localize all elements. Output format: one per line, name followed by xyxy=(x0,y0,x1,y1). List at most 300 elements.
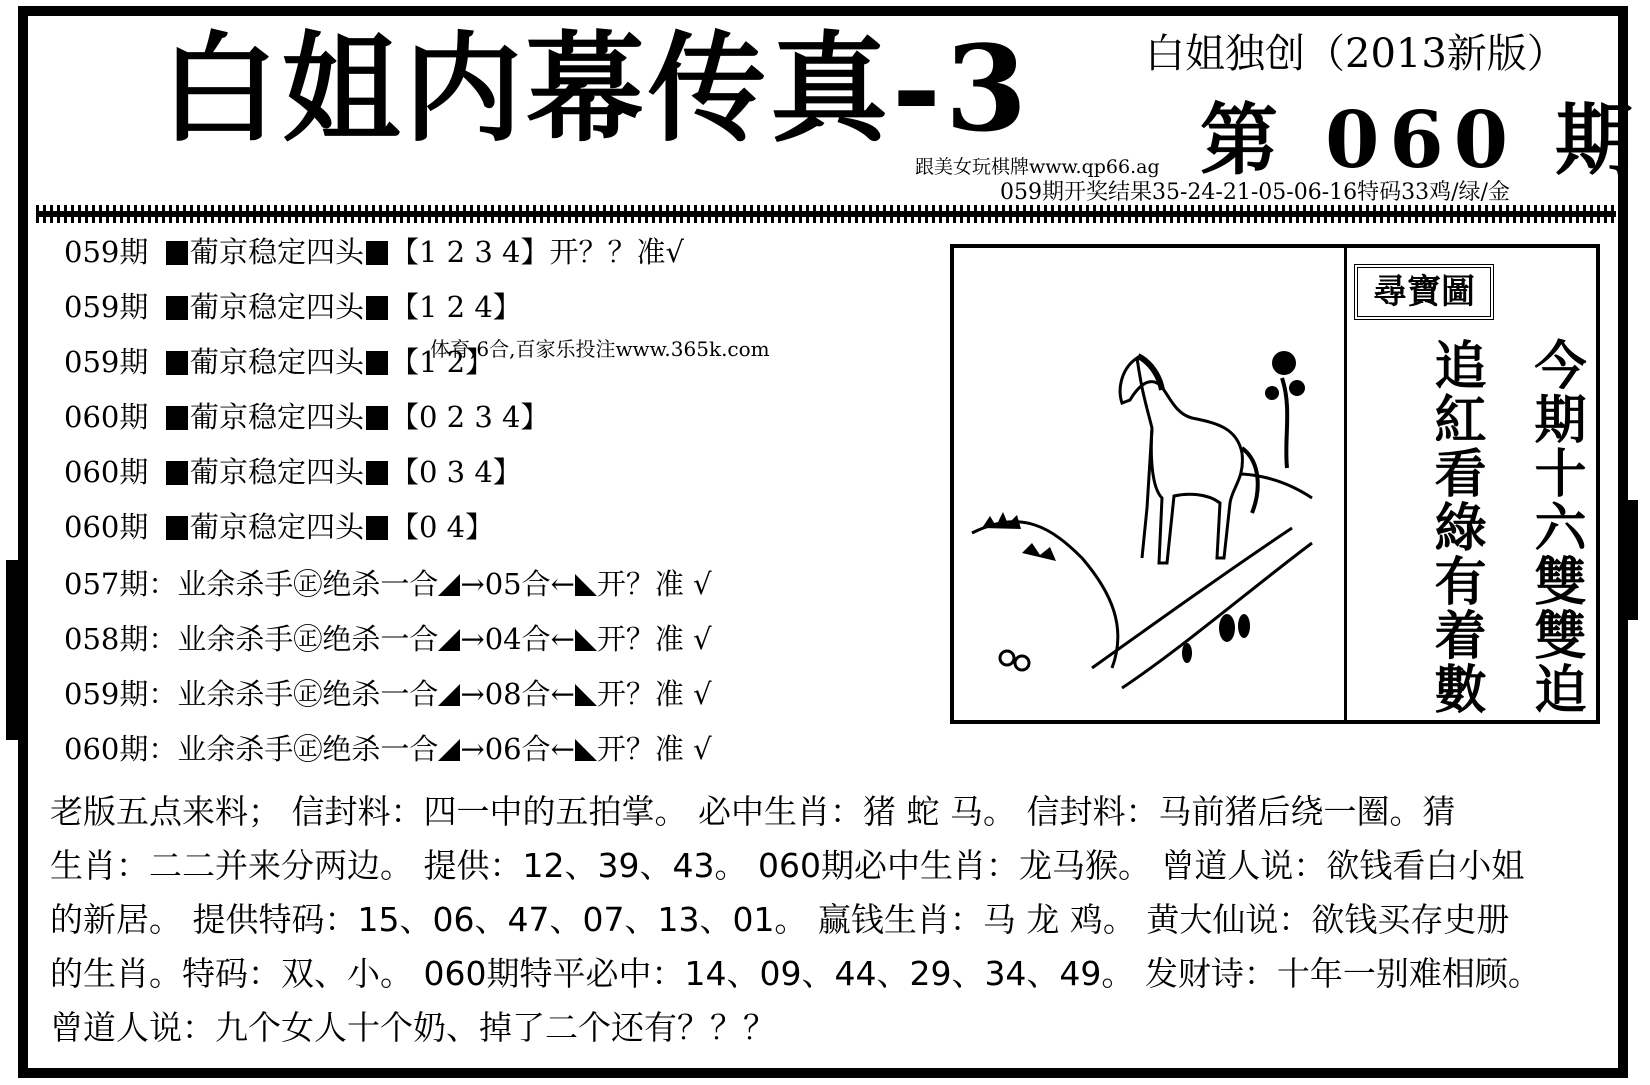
ruler-tick xyxy=(295,205,298,223)
ad-link-top[interactable]: 跟美女玩棋牌www.qp66.ag xyxy=(915,156,1160,178)
black-block-icon xyxy=(366,296,388,320)
ruler-tick xyxy=(428,205,431,223)
triangle-right-icon xyxy=(575,574,597,596)
ruler-tick xyxy=(491,205,494,223)
black-block-icon xyxy=(366,351,388,375)
ruler-tick xyxy=(939,205,942,223)
row-value: 04合 xyxy=(484,622,551,656)
ruler-tick xyxy=(1555,205,1558,223)
ruler-tick xyxy=(932,205,935,223)
ruler-tick xyxy=(925,205,928,223)
arrow-left-icon: ← xyxy=(550,567,575,601)
ruler-tick xyxy=(1100,205,1103,223)
row-numbers: 【0 2 3 4】 xyxy=(390,400,550,434)
ruler-tick xyxy=(1611,205,1614,223)
ruler-tick xyxy=(743,205,746,223)
ruler-tick xyxy=(36,205,39,223)
row-tail: 开？准 √ xyxy=(596,677,712,711)
ruler-tick xyxy=(414,205,417,223)
ruler-tick xyxy=(372,205,375,223)
ruler-tick xyxy=(442,205,445,223)
triangle-right-icon xyxy=(575,739,597,761)
notes-paragraph xyxy=(50,785,1610,1055)
ruler-tick xyxy=(435,205,438,223)
black-block-icon xyxy=(166,461,188,485)
ruler-tick xyxy=(883,205,886,223)
ruler-tick xyxy=(134,205,137,223)
ruler-tick xyxy=(1345,205,1348,223)
ruler-tick xyxy=(99,205,102,223)
horse-illustration xyxy=(962,328,1337,713)
row-numbers: 【0 4】 xyxy=(390,510,495,544)
four-head-row xyxy=(64,510,495,544)
kill-row xyxy=(64,732,712,766)
ruler-tick xyxy=(1520,205,1523,223)
ruler-tick xyxy=(1478,205,1481,223)
ruler-tick xyxy=(1079,205,1082,223)
ruler-tick xyxy=(421,205,424,223)
ruler-tick xyxy=(806,205,809,223)
row-label: 业余杀手㊣绝杀一合 xyxy=(177,567,439,601)
black-block-icon xyxy=(366,461,388,485)
ruler-tick xyxy=(470,205,473,223)
ruler-tick xyxy=(1303,205,1306,223)
ruler-tick xyxy=(71,205,74,223)
ruler-tick xyxy=(659,205,662,223)
ruler-tick xyxy=(890,205,893,223)
ruler-tick xyxy=(1562,205,1565,223)
ruler-tick xyxy=(988,205,991,223)
arrow-right-icon: → xyxy=(460,567,485,601)
ruler-tick xyxy=(771,205,774,223)
ruler-tick xyxy=(92,205,95,223)
ruler-tick xyxy=(680,205,683,223)
row-issue: 059期 xyxy=(64,290,149,324)
ruler-tick xyxy=(799,205,802,223)
ruler-tick xyxy=(1436,205,1439,223)
arrow-right-icon: → xyxy=(460,677,485,711)
triangle-right-icon xyxy=(575,684,597,706)
ruler-tick xyxy=(1359,205,1362,223)
ruler-tick xyxy=(309,205,312,223)
page-title: 白姐内幕传真-3 xyxy=(160,19,1032,158)
ruler-tick xyxy=(750,205,753,223)
four-head-row xyxy=(64,235,684,269)
row-value: 08合 xyxy=(484,677,551,711)
ruler-tick xyxy=(1415,205,1418,223)
row-issue: 057期： xyxy=(64,567,178,601)
ruler-tick xyxy=(1191,205,1194,223)
ruler-tick xyxy=(1394,205,1397,223)
ruler-tick xyxy=(1121,205,1124,223)
ruler-tick xyxy=(1233,205,1236,223)
ruler-tick xyxy=(260,205,263,223)
ruler-tick xyxy=(1219,205,1222,223)
ruler-tick xyxy=(533,205,536,223)
ruler-tick xyxy=(1044,205,1047,223)
ruler-tick xyxy=(1002,205,1005,223)
ruler-tick xyxy=(1583,205,1586,223)
ruler-tick xyxy=(1422,205,1425,223)
ruler-tick xyxy=(155,205,158,223)
ruler-tick xyxy=(827,205,830,223)
ruler-tick xyxy=(1380,205,1383,223)
ruler-tick xyxy=(1352,205,1355,223)
kill-row xyxy=(64,567,712,601)
ruler-tick xyxy=(57,205,60,223)
ruler-tick xyxy=(225,205,228,223)
ruler-divider xyxy=(36,203,1616,225)
ruler-tick xyxy=(638,205,641,223)
black-block-icon xyxy=(166,351,188,375)
ruler-tick xyxy=(869,205,872,223)
ruler-tick xyxy=(582,205,585,223)
ruler-tick xyxy=(1093,205,1096,223)
ruler-tick xyxy=(645,205,648,223)
ruler-tick xyxy=(666,205,669,223)
ruler-tick xyxy=(1282,205,1285,223)
ruler-tick xyxy=(393,205,396,223)
ruler-tick xyxy=(64,205,67,223)
ruler-tick xyxy=(1331,205,1334,223)
picture-divider xyxy=(1344,248,1347,720)
ruler-tick xyxy=(540,205,543,223)
ruler-tick xyxy=(218,205,221,223)
ruler-tick xyxy=(1499,205,1502,223)
ruler-tick xyxy=(1534,205,1537,223)
row-issue: 060期 xyxy=(64,510,149,544)
ruler-tick xyxy=(526,205,529,223)
row-label: 葡京稳定四头 xyxy=(190,400,365,434)
ruler-tick xyxy=(729,205,732,223)
ruler-tick xyxy=(603,205,606,223)
verse-left: 追紅看綠有着數 xyxy=(1425,338,1486,716)
ruler-tick xyxy=(386,205,389,223)
ruler-tick xyxy=(1072,205,1075,223)
row-numbers: 【1 2 3 4】 xyxy=(390,235,550,269)
ruler-tick xyxy=(1408,205,1411,223)
ruler-tick xyxy=(946,205,949,223)
ruler-tick xyxy=(561,205,564,223)
ruler-tick xyxy=(463,205,466,223)
black-block-icon xyxy=(166,406,188,430)
ruler-tick xyxy=(1296,205,1299,223)
ruler-tick xyxy=(1506,205,1509,223)
ruler-tick xyxy=(904,205,907,223)
ruler-tick xyxy=(834,205,837,223)
ruler-tick xyxy=(1205,205,1208,223)
ruler-tick xyxy=(1226,205,1229,223)
ruler-tick xyxy=(722,205,725,223)
notes-line-3: 的新居。 提供特码：15、06、47、07、13、01。 赢钱生肖：马 龙 鸡。 黄大仙说：欲钱买存史册 xyxy=(50,900,1510,939)
ruler-tick xyxy=(337,205,340,223)
ruler-tick xyxy=(897,205,900,223)
ruler-tick xyxy=(1114,205,1117,223)
ruler-tick xyxy=(1373,205,1376,223)
ruler-tick xyxy=(673,205,676,223)
ruler-tick xyxy=(589,205,592,223)
row-numbers: 【0 3 4】 xyxy=(390,455,522,489)
ruler-tick xyxy=(407,205,410,223)
ruler-tick xyxy=(1597,205,1600,223)
ruler-tick xyxy=(1513,205,1516,223)
ruler-tick xyxy=(848,205,851,223)
row-tail: 开？准 √ xyxy=(596,622,712,656)
ruler-tick xyxy=(1261,205,1264,223)
row-numbers: 【1 2 4】 xyxy=(390,290,522,324)
row-tail: 开？？准√ xyxy=(549,235,684,269)
ruler-tick xyxy=(1254,205,1257,223)
notes-line-1: 老版五点来料； 信封料：四一中的五拍掌。 必中生肖：猪 蛇 马。 信封料：马前猪后绕一圈。猜 xyxy=(50,792,1456,831)
ruler-tick xyxy=(785,205,788,223)
issue-number: 第 060 期 xyxy=(1200,95,1644,186)
ruler-tick xyxy=(1163,205,1166,223)
ruler-tick xyxy=(736,205,739,223)
ruler-tick xyxy=(197,205,200,223)
ruler-tick xyxy=(239,205,242,223)
ruler-tick xyxy=(792,205,795,223)
ruler-tick xyxy=(1541,205,1544,223)
triangle-left-icon xyxy=(438,629,460,651)
ruler-tick xyxy=(1401,205,1404,223)
treasure-stamp: 尋寶圖 xyxy=(1354,264,1494,320)
ruler-tick xyxy=(274,205,277,223)
ruler-tick xyxy=(547,205,550,223)
ruler-tick xyxy=(687,205,690,223)
ruler-tick xyxy=(960,205,963,223)
row-label: 葡京稳定四头 xyxy=(190,345,365,379)
black-block-icon xyxy=(366,516,388,540)
ruler-tick xyxy=(232,205,235,223)
kill-row xyxy=(64,622,712,656)
ruler-tick xyxy=(1324,205,1327,223)
triangle-left-icon xyxy=(438,574,460,596)
ruler-tick xyxy=(281,205,284,223)
ruler-tick xyxy=(967,205,970,223)
ruler-tick xyxy=(169,205,172,223)
ruler-tick xyxy=(708,205,711,223)
notes-line-2: 生肖：二二并来分两边。 提供：12、39、43。 060期必中生肖：龙马猴。 曾道人说：欲钱看白小姐 xyxy=(50,846,1525,885)
ruler-tick xyxy=(1289,205,1292,223)
row-label: 业余杀手㊣绝杀一合 xyxy=(177,677,439,711)
ruler-tick xyxy=(113,205,116,223)
ruler-tick xyxy=(204,205,207,223)
ruler-tick xyxy=(652,205,655,223)
ruler-tick xyxy=(715,205,718,223)
ruler-tick xyxy=(1429,205,1432,223)
ruler-tick xyxy=(862,205,865,223)
ruler-tick xyxy=(1604,205,1607,223)
ruler-tick xyxy=(1135,205,1138,223)
ruler-tick xyxy=(1569,205,1572,223)
ruler-tick xyxy=(379,205,382,223)
ruler-tick xyxy=(1576,205,1579,223)
ruler-tick xyxy=(1149,205,1152,223)
arrow-left-icon: ← xyxy=(550,677,575,711)
ruler-tick xyxy=(1128,205,1131,223)
ruler-tick xyxy=(974,205,977,223)
ruler-tick xyxy=(505,205,508,223)
ruler-tick xyxy=(1107,205,1110,223)
row-issue: 060期 xyxy=(64,455,149,489)
ruler-tick xyxy=(764,205,767,223)
ruler-tick xyxy=(190,205,193,223)
notes-line-5: 曾道人说：九个女人十个奶、掉了二个还有？？？ xyxy=(50,1008,776,1047)
ruler-tick xyxy=(610,205,613,223)
ruler-tick xyxy=(1247,205,1250,223)
ruler-tick xyxy=(43,205,46,223)
ruler-tick xyxy=(400,205,403,223)
ruler-tick xyxy=(631,205,634,223)
ruler-tick xyxy=(1058,205,1061,223)
row-label: 葡京稳定四头 xyxy=(190,290,365,324)
ruler-tick xyxy=(456,205,459,223)
ruler-tick xyxy=(288,205,291,223)
ruler-tick xyxy=(624,205,627,223)
arrow-left-icon: ← xyxy=(550,622,575,656)
row-issue: 059期 xyxy=(64,235,149,269)
ruler-tick xyxy=(183,205,186,223)
ruler-tick xyxy=(330,205,333,223)
ruler-tick xyxy=(1086,205,1089,223)
kill-row xyxy=(64,677,712,711)
ruler-tick xyxy=(1457,205,1460,223)
row-label: 业余杀手㊣绝杀一合 xyxy=(177,732,439,766)
ruler-tick xyxy=(1464,205,1467,223)
ruler-tick xyxy=(78,205,81,223)
ad-link-mid[interactable]: 体育,6合,百家乐投注www.365k.com xyxy=(430,337,770,361)
black-block-icon xyxy=(366,406,388,430)
row-label: 葡京稳定四头 xyxy=(190,510,365,544)
row-label: 业余杀手㊣绝杀一合 xyxy=(177,622,439,656)
ruler-tick xyxy=(694,205,697,223)
row-value: 05合 xyxy=(484,567,551,601)
ruler-tick xyxy=(1317,205,1320,223)
ruler-tick xyxy=(449,205,452,223)
ruler-tick xyxy=(575,205,578,223)
ruler-tick xyxy=(316,205,319,223)
ruler-tick xyxy=(876,205,879,223)
ruler-tick xyxy=(1184,205,1187,223)
ruler-tick xyxy=(1156,205,1159,223)
ruler-tick xyxy=(1023,205,1026,223)
row-issue: 059期： xyxy=(64,677,178,711)
ruler-tick xyxy=(995,205,998,223)
verse-right: 今期十六雙雙迫 xyxy=(1525,338,1586,716)
ruler-tick xyxy=(1275,205,1278,223)
arrow-right-icon: → xyxy=(460,732,485,766)
ruler-tick xyxy=(176,205,179,223)
ruler-tick xyxy=(1366,205,1369,223)
ruler-tick xyxy=(358,205,361,223)
ruler-tick xyxy=(1450,205,1453,223)
ruler-tick xyxy=(1037,205,1040,223)
four-head-row xyxy=(64,455,522,489)
row-issue: 059期 xyxy=(64,345,149,379)
ruler-tick xyxy=(1142,205,1145,223)
ruler-tick xyxy=(498,205,501,223)
ruler-tick xyxy=(477,205,480,223)
ruler-tick xyxy=(701,205,704,223)
ruler-tick xyxy=(820,205,823,223)
ruler-tick xyxy=(1387,205,1390,223)
ruler-tick xyxy=(981,205,984,223)
ruler-tick xyxy=(953,205,956,223)
ruler-tick xyxy=(554,205,557,223)
ruler-tick xyxy=(50,205,53,223)
ruler-tick xyxy=(1590,205,1593,223)
ruler-tick xyxy=(253,205,256,223)
ruler-tick xyxy=(1051,205,1054,223)
black-block-icon xyxy=(366,241,388,265)
notes-line-4: 的生肖。特码：双、小。 060期特平必中：14、09、44、29、34、49。 发财诗：十年一别难相顾。 xyxy=(50,954,1541,993)
ruler-tick xyxy=(106,205,109,223)
ruler-tick xyxy=(302,205,305,223)
ruler-tick xyxy=(1443,205,1446,223)
ruler-tick xyxy=(1016,205,1019,223)
ruler-tick xyxy=(568,205,571,223)
ruler-tick xyxy=(918,205,921,223)
ruler-tick xyxy=(1177,205,1180,223)
row-tail: 开？准 √ xyxy=(596,732,712,766)
ruler-tick xyxy=(1009,205,1012,223)
side-mark-left xyxy=(6,560,18,740)
ruler-tick xyxy=(162,205,165,223)
ruler-tick xyxy=(1268,205,1271,223)
ruler-tick xyxy=(596,205,599,223)
arrow-left-icon: ← xyxy=(550,732,575,766)
ruler-tick xyxy=(1527,205,1530,223)
ruler-tick xyxy=(1030,205,1033,223)
black-block-icon xyxy=(166,241,188,265)
black-block-icon xyxy=(166,296,188,320)
ruler-tick xyxy=(778,205,781,223)
row-label: 葡京稳定四头 xyxy=(190,455,365,489)
ruler-tick xyxy=(127,205,130,223)
ruler-tick xyxy=(1310,205,1313,223)
ruler-tick xyxy=(120,205,123,223)
ruler-tick xyxy=(267,205,270,223)
ruler-tick xyxy=(246,205,249,223)
ruler-tick xyxy=(323,205,326,223)
ruler-tick xyxy=(1170,205,1173,223)
arrow-right-icon: → xyxy=(460,622,485,656)
four-head-row xyxy=(64,400,550,434)
ruler-tick xyxy=(519,205,522,223)
ruler-tick xyxy=(617,205,620,223)
row-issue: 060期： xyxy=(64,732,178,766)
ruler-tick xyxy=(757,205,760,223)
ruler-tick xyxy=(344,205,347,223)
ruler-tick xyxy=(148,205,151,223)
ruler-tick xyxy=(841,205,844,223)
ruler-tick xyxy=(1198,205,1201,223)
ruler-tick xyxy=(141,205,144,223)
row-label: 葡京稳定四头 xyxy=(190,235,365,269)
four-head-row xyxy=(64,290,522,324)
triangle-right-icon xyxy=(575,629,597,651)
ruler-tick xyxy=(351,205,354,223)
ruler-tick xyxy=(911,205,914,223)
black-block-icon xyxy=(166,516,188,540)
ruler-tick xyxy=(1240,205,1243,223)
ruler-tick xyxy=(1485,205,1488,223)
ruler-tick xyxy=(211,205,214,223)
ruler-tick xyxy=(855,205,858,223)
row-issue: 060期 xyxy=(64,400,149,434)
ruler-tick xyxy=(512,205,515,223)
ruler-tick xyxy=(813,205,816,223)
